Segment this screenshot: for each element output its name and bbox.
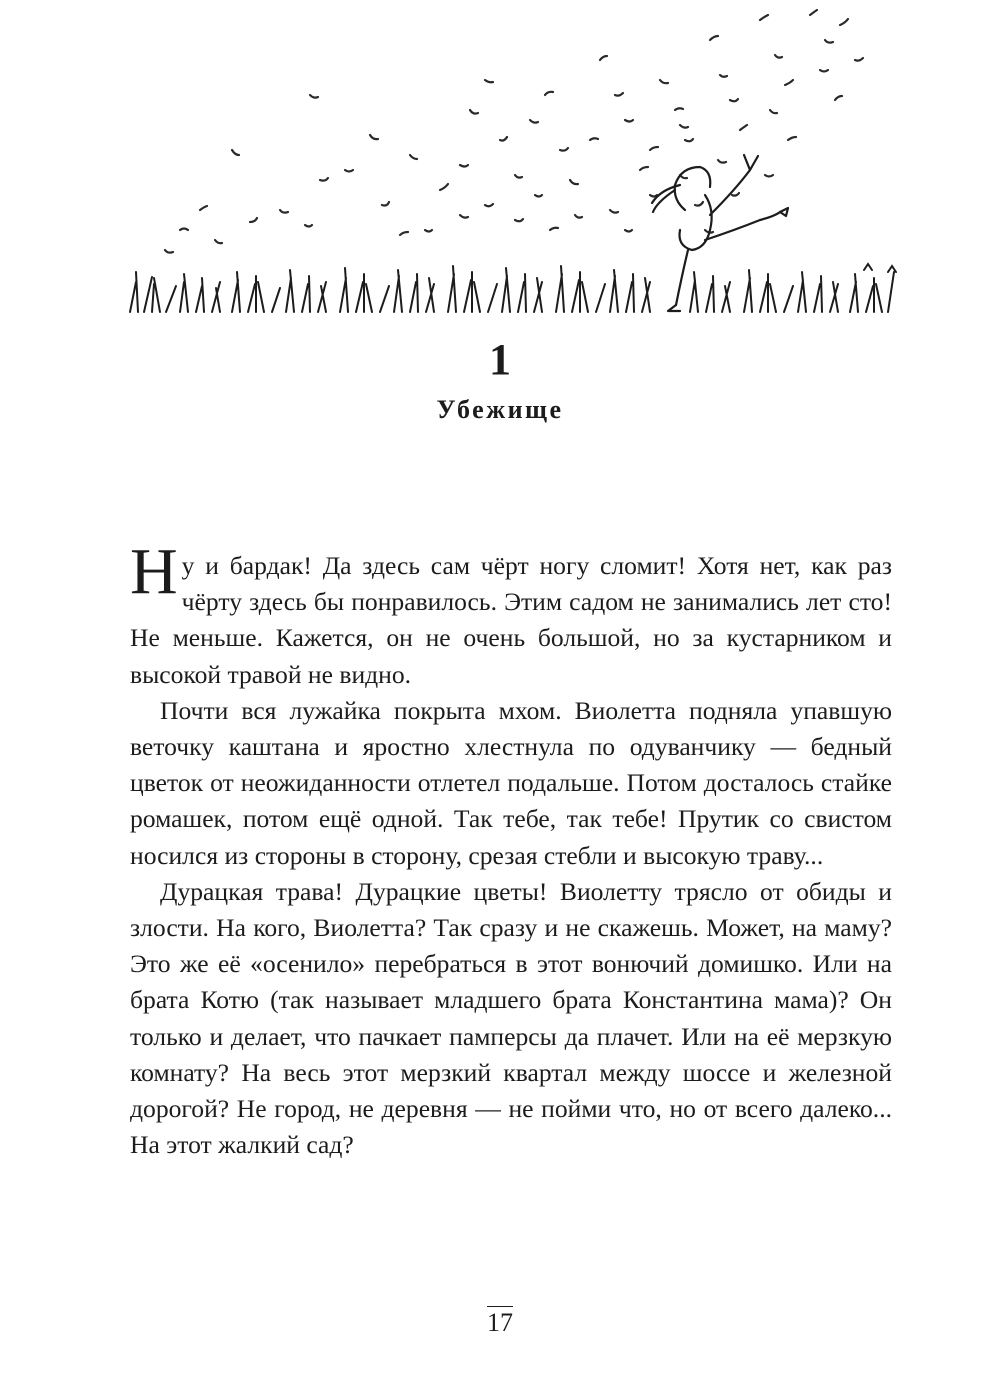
falling-leaves — [165, 10, 863, 253]
chapter-number: 1 — [489, 335, 511, 384]
chapter-illustration — [120, 0, 900, 330]
page-number-value: 17 — [487, 1308, 513, 1337]
paragraph-1-text: у и бардак! Да здесь сам чёрт ногу сломит! Хотя нет, как раз чёрту здесь бы понравилось. Этим садом не занимались лет сто! Не меньше. Кажется, он не очень большой, но за кустарником и высокой травой не видно. — [130, 551, 892, 689]
paragraph-1 — [130, 535, 892, 693]
page-number — [0, 1306, 1000, 1340]
grass-line — [130, 264, 896, 312]
paragraph-2: Почти вся лужайка покрыта мхом. Виолетта подняла упавшую веточку каштана и яростно хлестнула по одуванчику — бедный цветок от неожиданности отлетел подальше. Потом досталось стайке ромашек, потом ещё одной. Так тебе, так тебе! Прутик со свистом носился из стороны в сторону, срезая стебли и высокую траву... — [130, 695, 892, 870]
chapter-title: Убежище — [436, 395, 564, 424]
drop-cap: Н — [130, 535, 178, 608]
chapter-body — [130, 535, 892, 1163]
paragraph-3: Дурацкая трава! Дурацкие цветы! Виолетту трясло от обиды и злости. На кого, Виолетта? Так сразу и не скажешь. Может, на маму? Это же её «осенило» перебраться в этот вонючий домишко. Или на брата Котю (так называет младшего брата Константина мама)? Он только и делает, что пачкает памперсы да плачет. Или на её мерзкую комнату? На весь этот мерзкий квартал между шоссе и железной дорогой? Не город, не деревня — не пойми что, но от всего далеко... На этот жалкий сад? — [130, 876, 892, 1160]
